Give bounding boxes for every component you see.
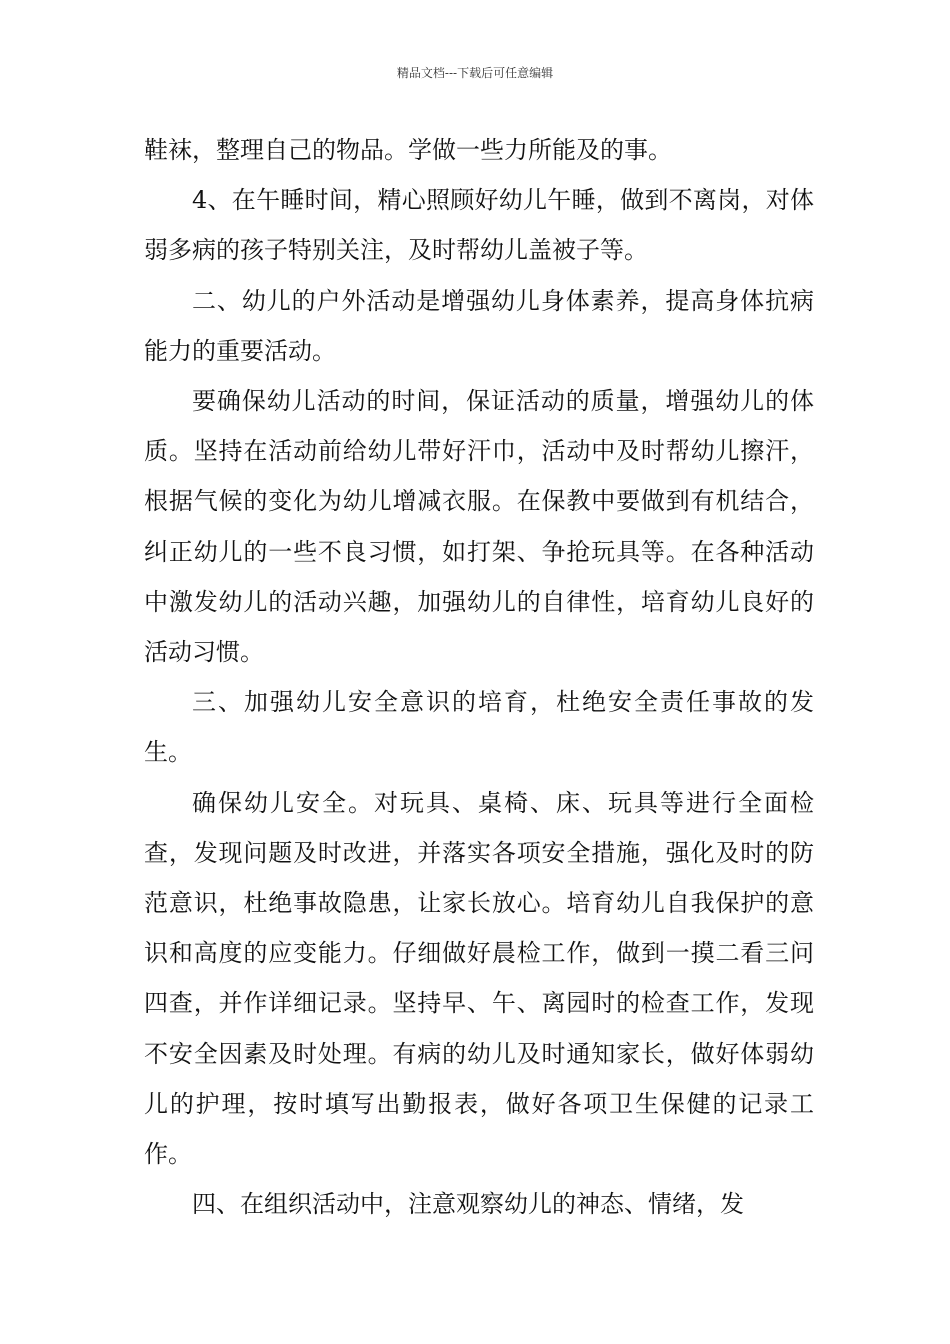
document-body [144, 125, 814, 1229]
paragraph-3: 二、幼儿的户外活动是增强幼儿身体素养，提高身体抗病能力的重要活动。 [144, 286, 814, 365]
paragraph-7: 四、在组织活动中，注意观察幼儿的神态、情绪，发 [192, 1190, 744, 1219]
paragraph-5: 三、加强幼儿安全意识的培育，杜绝安全责任事故的发生。 [144, 688, 814, 767]
paragraph-1: 鞋袜，整理自己的物品。学做一些力所能及的事。 [144, 136, 672, 164]
paragraph-2: 4、在午睡时间，精心照顾好幼儿午睡，做到不离岗，对体弱多病的孩子特别关注，及时帮幼儿盖被子等。 [144, 186, 814, 265]
paragraph-6: 确保幼儿安全。对玩具、桌椅、床、玩具等进行全面检查，发现问题及时改进，并落实各项安全措施，强化及时的防范意识，杜绝事故隐患，让家长放心。培育幼儿自我保护的意识和高度的应变能力。仔细做好晨检工作，做到一摸二看三问四查，并作详细记录。坚持早、午、离园时的检查工作，发现不安全因素及时处理。有病的幼儿及时通知家长，做好体弱幼儿的护理，按时填写出勤报表，做好各项卫生保健的记录工作。 [144, 788, 814, 1169]
paragraph-4: 要确保幼儿活动的时间，保证活动的质量，增强幼儿的体质。坚持在活动前给幼儿带好汗巾，活动中及时帮幼儿擦汗，根据气候的变化为幼儿增减衣服。在保教中要做到有机结合，纠正幼儿的一些不良习惯，如打架、争抢玩具等。在各种活动中激发幼儿的活动兴趣，加强幼儿的自律性，培育幼儿良好的活动习惯。 [144, 387, 814, 667]
page-header: 精品文档---下载后可任意编辑 [396, 66, 554, 80]
